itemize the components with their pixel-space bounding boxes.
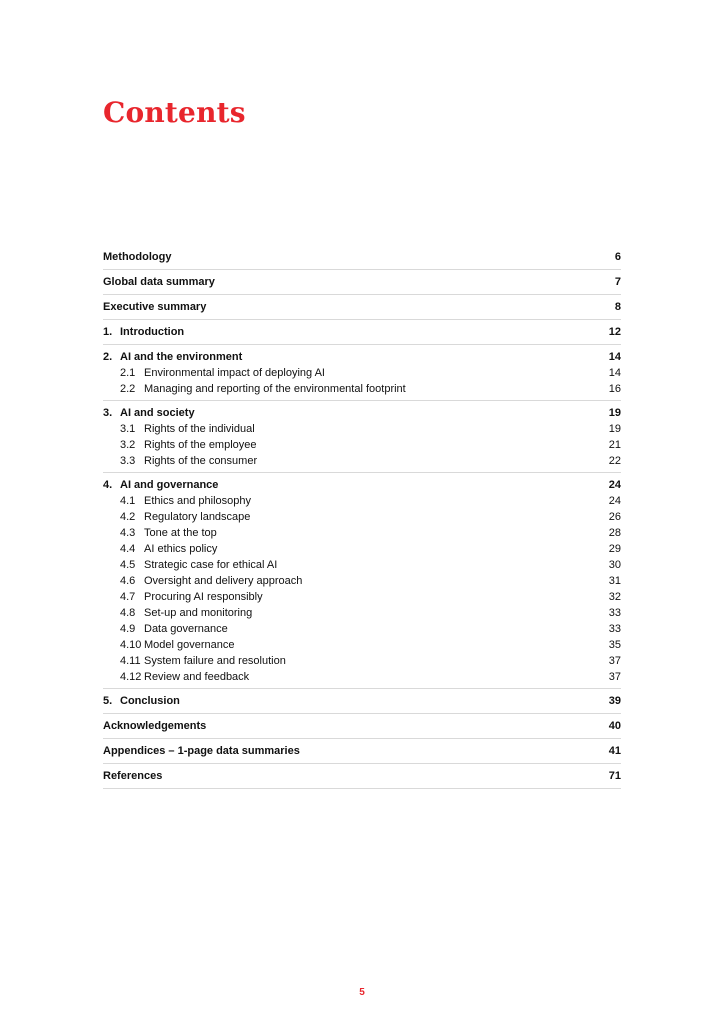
toc-sub-entry[interactable] (103, 637, 621, 653)
toc-entry-number: 4.11 (120, 655, 141, 667)
toc-section (103, 320, 621, 345)
toc-entry-number: 5. (103, 695, 113, 707)
toc-sub-entry[interactable] (103, 669, 621, 685)
toc-entry-title (103, 768, 162, 784)
toc-entry-label: Model governance (144, 639, 235, 651)
toc-entry-number: 4.5 (120, 559, 136, 571)
toc-entry-title (120, 605, 252, 621)
toc-section (103, 295, 621, 320)
toc-entry-label: AI and the environment (120, 351, 243, 363)
toc-entry-number: 4.1 (120, 495, 136, 507)
toc-main-entry[interactable] (103, 739, 621, 763)
toc-entry-title (120, 381, 406, 397)
toc-main-entry[interactable] (103, 295, 621, 319)
toc-sub-entry[interactable] (103, 509, 621, 525)
toc-entry-page: 7 (614, 276, 621, 288)
toc-entry-title (120, 525, 217, 541)
toc-entry-number: 4.3 (120, 527, 136, 539)
toc-entry-label: Managing and reporting of the environmental footprint (144, 383, 406, 395)
toc-entry-label: Rights of the consumer (144, 455, 258, 467)
toc-entry-title (103, 477, 218, 493)
toc-entry-page: 33 (608, 623, 621, 635)
toc-entry-label: AI and governance (120, 479, 219, 491)
toc-entry-title (103, 405, 195, 421)
toc-sub-entry[interactable] (103, 525, 621, 541)
toc-entry-label: Rights of the individual (144, 423, 255, 435)
toc-entry-page: 37 (608, 671, 621, 683)
toc-entry-label: Executive summary (103, 301, 207, 313)
toc-sub-entry[interactable] (103, 557, 621, 573)
toc-entry-label: Introduction (120, 326, 185, 338)
toc-sub-entry[interactable] (103, 381, 621, 397)
toc-entry-page: 21 (608, 439, 621, 451)
toc-entry-label: Ethics and philosophy (144, 495, 252, 507)
toc-entry-title (120, 437, 257, 453)
toc-entry-title (120, 453, 257, 469)
toc-entry-title (120, 669, 249, 685)
toc-entry-number: 2.1 (120, 367, 136, 379)
toc-entry-number: 3.1 (120, 423, 136, 435)
toc-entry-label: Conclusion (120, 695, 180, 707)
page-number: 5 (359, 987, 365, 998)
toc-section (103, 270, 621, 295)
toc-entry-label: Rights of the employee (144, 439, 257, 451)
toc-entry-page: 28 (608, 527, 621, 539)
page-title: Contents (103, 96, 246, 129)
toc-entry-label: Review and feedback (144, 671, 250, 683)
toc-entry-page: 32 (608, 591, 621, 603)
toc-entry-label: Methodology (103, 251, 172, 263)
toc-sub-entry[interactable] (103, 573, 621, 589)
toc-entry-title (103, 693, 180, 709)
toc-entry-title (120, 637, 235, 653)
toc-entry-title (103, 299, 206, 315)
toc-section (103, 739, 621, 764)
toc-entry-page: 37 (608, 655, 621, 667)
toc-entry-label: System failure and resolution (144, 655, 286, 667)
toc-entry-page: 31 (608, 575, 621, 587)
toc-entry-number: 1. (103, 326, 113, 338)
toc-entry-label: Set-up and monitoring (144, 607, 253, 619)
toc-entry-page: 35 (608, 639, 621, 651)
toc-entry-title (103, 324, 184, 340)
toc-main-entry[interactable] (103, 245, 621, 269)
toc-entry-page: 14 (608, 367, 621, 379)
toc-entry-number: 3.2 (120, 439, 136, 451)
toc-entry-title (120, 365, 325, 381)
toc-entry-number: 4.6 (120, 575, 136, 587)
toc-entry-title (120, 621, 228, 637)
toc-entry-number: 4.2 (120, 511, 136, 523)
toc-main-entry[interactable] (103, 764, 621, 788)
toc-entry-title (103, 743, 300, 759)
toc-section (103, 689, 621, 714)
toc-entry-page: 33 (608, 607, 621, 619)
toc-entry-title (103, 718, 206, 734)
toc-sub-entry[interactable] (103, 541, 621, 557)
toc-sub-entry[interactable] (103, 453, 621, 469)
toc-entry-title (103, 349, 242, 365)
toc-section (103, 473, 621, 689)
toc-entry-label: Acknowledgements (103, 720, 207, 732)
toc-entry-page: 30 (608, 559, 621, 571)
toc-main-entry[interactable] (103, 714, 621, 738)
toc-entry-number: 3. (103, 407, 113, 419)
toc-entry-page: 41 (608, 745, 621, 757)
toc-main-entry[interactable] (103, 401, 621, 421)
toc-sub-entry[interactable] (103, 493, 621, 509)
toc-entry-label: Appendices – 1-page data summaries (103, 745, 300, 757)
toc-entry-page: 26 (608, 511, 621, 523)
toc-section (103, 245, 621, 270)
toc-entry-title (120, 493, 251, 509)
toc-entry-number: 4.8 (120, 607, 136, 619)
toc-entry-label: Tone at the top (144, 527, 217, 539)
toc-entry-title (103, 274, 215, 290)
toc-entry-page: 19 (608, 423, 621, 435)
toc-sub-entry[interactable] (103, 421, 621, 437)
toc-main-entry[interactable] (103, 345, 621, 365)
toc-entry-page: 16 (608, 383, 621, 395)
toc-entry-label: Data governance (144, 623, 228, 635)
toc-entry-title (120, 541, 217, 557)
toc-entry-title (120, 573, 302, 589)
toc-section (103, 345, 621, 401)
toc-sub-entry[interactable] (103, 605, 621, 621)
toc-entry-number: 4. (103, 479, 113, 491)
toc-entry-title (120, 557, 277, 573)
toc-entry-number: 4.10 (120, 639, 142, 651)
toc-entry-page: 8 (614, 301, 621, 313)
toc-entry-label: Procuring AI responsibly (144, 591, 263, 603)
toc-main-entry[interactable] (103, 270, 621, 294)
toc-entry-label: Oversight and delivery approach (144, 575, 303, 587)
toc-section (103, 764, 621, 789)
toc-entry-number: 4.7 (120, 591, 136, 603)
toc-entry-label: AI and society (120, 407, 195, 419)
toc-entry-page: 6 (614, 251, 621, 263)
table-of-contents (103, 245, 621, 789)
toc-entry-number: 2.2 (120, 383, 136, 395)
toc-section (103, 714, 621, 739)
toc-entry-page: 29 (608, 543, 621, 555)
toc-entry-page: 71 (608, 770, 621, 782)
toc-entry-page: 14 (608, 351, 621, 363)
toc-entry-title (120, 589, 263, 605)
toc-sub-entry[interactable] (103, 589, 621, 605)
toc-entry-number: 4.4 (120, 543, 136, 555)
toc-entry-page: 22 (608, 455, 621, 467)
toc-entry-label: AI ethics policy (144, 543, 218, 555)
toc-entry-page: 39 (608, 695, 621, 707)
toc-sub-entry[interactable] (103, 365, 621, 381)
toc-entry-title (120, 653, 286, 669)
toc-entry-page: 24 (608, 479, 621, 491)
toc-sub-entry[interactable] (103, 437, 621, 453)
toc-sub-entry[interactable] (103, 653, 621, 669)
toc-entry-page: 40 (608, 720, 621, 732)
toc-sub-entry[interactable] (103, 621, 621, 637)
toc-main-entry[interactable] (103, 320, 621, 344)
toc-entry-page: 19 (608, 407, 621, 419)
toc-entry-page: 12 (608, 326, 621, 338)
toc-entry-label: References (103, 770, 163, 782)
toc-main-entry[interactable] (103, 473, 621, 493)
toc-entry-label: Strategic case for ethical AI (144, 559, 278, 571)
toc-entry-number: 2. (103, 351, 113, 363)
toc-entry-title (103, 249, 171, 265)
toc-entry-number: 4.12 (120, 671, 142, 683)
toc-entry-label: Global data summary (103, 276, 215, 288)
toc-entry-number: 3.3 (120, 455, 136, 467)
toc-entry-page: 24 (608, 495, 621, 507)
toc-section (103, 401, 621, 473)
toc-main-entry[interactable] (103, 689, 621, 713)
toc-entry-title (120, 509, 250, 525)
toc-entry-label: Regulatory landscape (144, 511, 251, 523)
toc-entry-title (120, 421, 255, 437)
toc-entry-number: 4.9 (120, 623, 136, 635)
toc-entry-label: Environmental impact of deploying AI (144, 367, 325, 379)
